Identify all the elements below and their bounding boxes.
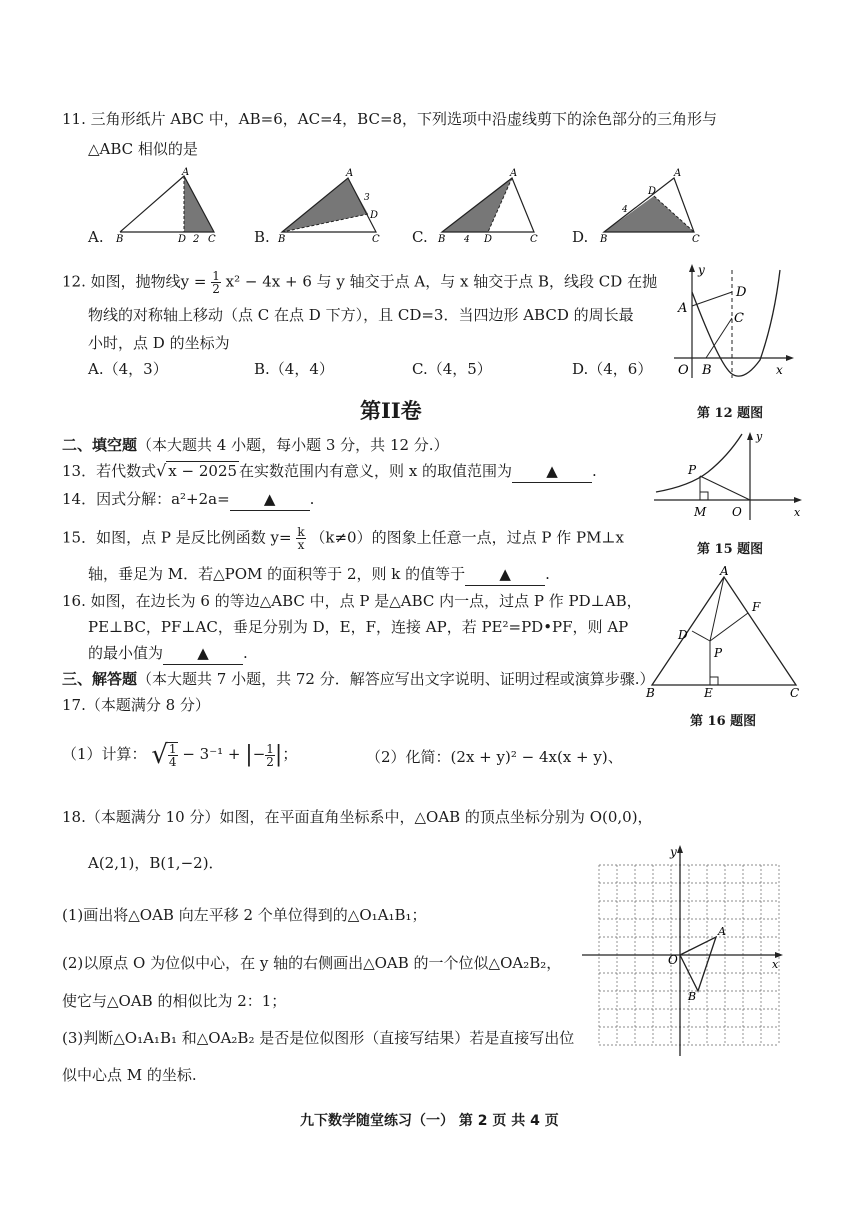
q13-line: 13．若代数式√ x − 2025 在实数范围内有意义，则 x 的取值范围为 ▲ . (62, 460, 597, 483)
q12-label-d: D (736, 285, 747, 300)
q16-label-f: F (752, 600, 761, 614)
fig-d-label-c: C (692, 234, 700, 245)
q12-label-x: x (776, 363, 783, 377)
q15-label-o: O (732, 505, 742, 519)
q11-line2: △ABC 相似的是 (88, 140, 198, 158)
fig-d-label-b: B (600, 234, 608, 245)
q16-caption: 第 16 题图 (690, 714, 757, 729)
section3-header (62, 668, 655, 690)
fig-b-label-c: C (372, 234, 380, 245)
q18-part2: (2)以原点 O 为位似中心，在 y 轴的右侧画出△OAB 的一个位似△OA₂B₂， (62, 954, 562, 972)
fig-c-label-b: B (438, 234, 446, 245)
q11-figure-d (596, 166, 706, 246)
q17-head: 17.（本题满分 8 分） (62, 696, 210, 714)
q17-p1-mid: − 3⁻¹ + (182, 745, 241, 763)
q15-figure (650, 428, 805, 524)
q16-label-d: D (678, 628, 688, 642)
q18-line2: A(2,1)，B(1,−2)． (88, 854, 224, 872)
q12-option-a: A.（4，3） (88, 360, 168, 378)
q12-option-c: C.（4，5） (412, 360, 492, 378)
q16-line2: PE⊥BC，PF⊥AC，垂足分别为 D，E，F，连接 AP，若 PE²=PD•PF，则 AP (88, 618, 629, 636)
q15-line1 (62, 526, 624, 551)
q18-part1: (1)画出将△OAB 向左平移 2 个单位得到的△O₁A₁B₁； (62, 906, 427, 924)
q12-label-y: y (698, 263, 705, 277)
q12-line1 (62, 270, 657, 295)
fig-d-label-4: 4 (622, 205, 628, 215)
fig-a-label-a: A (182, 167, 190, 178)
fig-c-label-4: 4 (464, 235, 470, 245)
section2-header (62, 434, 449, 456)
q15-caption: 第 15 题图 (697, 542, 764, 557)
q17-part2: （2）化简：(2x + y)² − 4x(x + y)、 (366, 748, 623, 766)
q15-text-a: 15．如图，点 P 是反比例函数 y= (62, 528, 292, 547)
q14-text: 14．因式分解：a²+2a= (62, 490, 230, 508)
q15-answer-blank[interactable]: ▲ (465, 563, 545, 586)
q16-figure (640, 565, 810, 700)
q13-answer-blank[interactable]: ▲ (512, 460, 592, 483)
q15-text-b: （k≠0）的图象上任意一点，过点 P 作 PM⊥x (310, 528, 624, 547)
q15-label-m: M (694, 505, 707, 519)
section2-desc: （本大题共 4 小题，每小题 3 分，共 12 分.） (137, 436, 449, 454)
q11-option-b: B. (254, 228, 270, 246)
q11-option-c: C. (412, 228, 428, 246)
fig-a-label-b: B (116, 234, 124, 245)
q14-answer-blank[interactable]: ▲ (230, 488, 310, 511)
q18-label-a: A (718, 925, 726, 938)
q13-pre: 13．若代数式 (62, 462, 157, 480)
q12-label-a: A (678, 301, 688, 316)
q18-label-b: B (688, 990, 697, 1003)
q14-line: 14．因式分解：a²+2a= ▲ . (62, 488, 314, 511)
q13-post: 在实数范围内有意义，则 x 的取值范围为 (239, 462, 513, 480)
q18-part3b: 似中心点 M 的坐标. (62, 1066, 197, 1084)
q12-option-b: B.（4，4） (254, 360, 334, 378)
q12-line2: 物线的对称轴上移动（点 C 在点 D 下方），且 CD=3．当四边形 ABCD 的周长最 (88, 306, 634, 324)
q17-abs-fraction: $\frac{1}{2}$ (266, 741, 274, 769)
section2-heading: 二、填空题 (62, 436, 138, 454)
shaded-region (282, 178, 368, 232)
q15-label-p: P (688, 463, 697, 477)
q12-text-a: 12. 如图，抛物线y = (62, 272, 207, 291)
q11-option-a: A. (88, 228, 104, 246)
fig-c-label-d: D (484, 234, 493, 245)
q16-answer-blank[interactable]: ▲ (163, 642, 243, 665)
q16-label-c: C (790, 686, 800, 700)
fig-c-label-c: C (530, 234, 538, 245)
q18-grid-figure (580, 842, 790, 1060)
q17-p1-label: （1）计算： (62, 745, 147, 763)
q17-part1: （1）计算： √ $\frac{1}{4}$ − 3⁻¹ + |− $\frac{1}{2}$ |； (62, 740, 298, 770)
q12-label-b: B (702, 363, 712, 378)
q12-caption: 第 12 题图 (697, 406, 764, 421)
fig-b-label-a: A (346, 168, 354, 179)
q11-line1: 11. 三角形纸片 ABC 中，AB=6，AC=4，BC=8，下列选项中沿虚线剪下的涂色部分的三角形与 (62, 110, 718, 128)
q11-option-d: D. (572, 228, 589, 246)
q18-part2b: 使它与△OAB 的相似比为 2：1； (62, 992, 287, 1010)
q13-radicand: x − 2025 (168, 462, 238, 480)
q18-label-x: x (772, 958, 779, 971)
q18-line1: 18.（本题满分 10 分）如图，在平面直角坐标系中，△OAB 的顶点坐标分别为 O(0,0)， (62, 808, 653, 826)
q16-line1: 16. 如图，在边长为 6 的等边△ABC 中，点 P 是△ABC 内一点，过点 P 作 PD⊥AB， (62, 592, 642, 610)
q11-figure-c (434, 166, 554, 246)
q12-text-b: x² − 4x + 6 与 y 轴交于点 A，与 x 轴交于点 B，线段 CD 在抛 (225, 272, 658, 291)
page-footer: 九下数学随堂练习（一） 第 2 页 共 4 页 (300, 1113, 559, 1129)
fig-c-label-a: A (510, 168, 518, 179)
fig-b-label-d: D (370, 210, 379, 221)
q11-figure-a (112, 166, 222, 246)
fig-a-label-d: D (178, 234, 187, 245)
section3-desc: （本大题共 7 小题，共 72 分．解答应写出文字说明、证明过程或演算步骤.） (137, 670, 655, 688)
fig-b-label-3: 3 (364, 193, 370, 203)
q18-label-o: O (668, 953, 678, 967)
shaded-region (604, 196, 694, 232)
section3-heading: 三、解答题 (62, 670, 138, 688)
fig-a-label-2: 2 (193, 234, 200, 245)
q18-label-y: y (670, 845, 677, 859)
q16-label-b: B (646, 686, 655, 700)
q18-part3: (3)判断△O₁A₁B₁ 和△OA₂B₂ 是否是位似图形（直接写结果）若是直接写出位 (62, 1029, 575, 1047)
part2-title: 第II卷 (360, 398, 422, 423)
q15-line2: 轴，垂足为 M．若△POM 的面积等于 2，则 k 的值等于 ▲ . (88, 563, 550, 586)
q12-option-d: D.（4，6） (572, 360, 653, 378)
q15-label-y: y (756, 430, 763, 443)
q16-label-e: E (704, 686, 713, 700)
fig-a-label-c: C (208, 234, 216, 245)
q12-line3: 小时，点 D 的坐标为 (88, 334, 230, 352)
fig-b-label-b: B (278, 234, 286, 245)
q16-label-p: P (714, 646, 723, 660)
q15-fraction: $\frac{k}{x}$ (297, 525, 305, 552)
q12-label-o: O (678, 363, 689, 378)
fig-d-label-d: D (648, 186, 657, 197)
q16-line3: 的最小值为 ▲ . (88, 642, 248, 665)
q11-figure-b (276, 166, 386, 246)
q15-text-c: 轴，垂足为 M．若△POM 的面积等于 2，则 k 的值等于 (88, 565, 466, 583)
q16-label-a: A (720, 565, 729, 578)
q12-fraction: $\frac{1}{2}$ (212, 269, 220, 296)
q12-label-c: C (734, 311, 744, 326)
q12-figure (664, 260, 794, 385)
q17-sqrt-fraction: $\frac{1}{4}$ (168, 742, 177, 769)
fig-d-label-a: A (674, 168, 682, 179)
q15-label-x: x (794, 506, 801, 519)
q16-text: 的最小值为 (88, 644, 164, 662)
